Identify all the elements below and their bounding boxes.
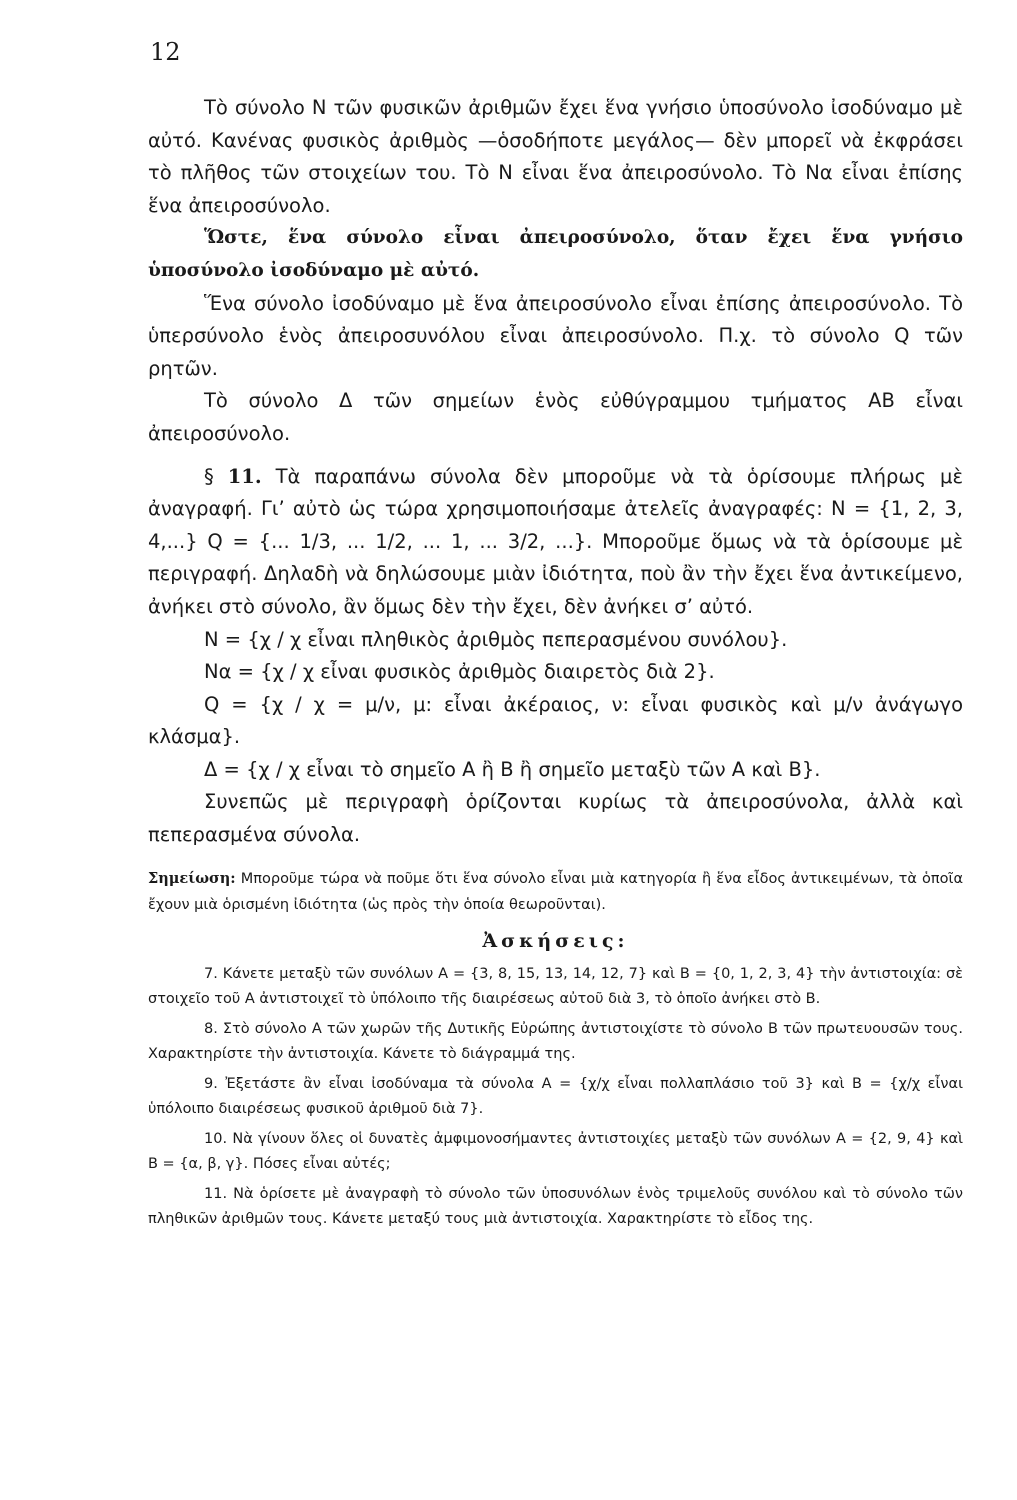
exercise-10: 10. Νὰ γίνουν ὅλες οἱ δυνατὲς ἀμφιμονοσήμαντες ἀντιστοιχίες μεταξὺ τῶν συνόλων A = {2, 9, 4} καὶ B = {α, β, γ}. Πόσες εἶναι αὐτές;	[148, 1130, 963, 1173]
section-11	[148, 461, 963, 624]
paragraph-infinite-naturals: Τὸ σύνολο N τῶν φυσικῶν ἀριθμῶν ἔχει ἕνα γνήσιο ὑποσύνολο ἰσοδύναμο μὲ αὐτό. Κανένας φυσικὸς ἀριθμὸς —ὁσοδήποτε μεγάλος— δὲν μπορεῖ νὰ ἐκφράσει τὸ πλῆθος τῶν στοιχείων του. Τὸ N εἶναι ἕνα ἀπειροσύνολο. Τὸ Nα εἶναι ἐπίσης ἕνα ἀπειροσύνολο.	[148, 96, 963, 217]
paragraph-segment-points: Τὸ σύνολο Δ τῶν σημείων ἑνὸς εὐθύγραμμου τμήματος AB εἶναι ἀπειροσύνολο.	[148, 389, 963, 445]
section-symbol: §	[204, 464, 214, 488]
paragraph-equivalent-sets: Ἕνα σύνολο ἰσοδύναμο μὲ ἕνα ἀπειροσύνολο εἶναι ἐπίσης ἀπειροσύνολο. Τὸ ὑπερσύνολο ἑνὸς ἀπειροσυνόλου εἶναι ἀπειροσύνολο. Π.χ. τὸ σύνολο Q τῶν ρητῶν.	[148, 291, 963, 380]
note	[148, 866, 963, 918]
exercises-title: Ἀσκήσεις:	[482, 929, 629, 952]
definition-N-alpha: Nα = {χ / χ εἶναι φυσικὸς ἀριθμὸς διαιρετὸς διὰ 2}.	[204, 660, 715, 684]
exercise-8: 8. Στὸ σύνολο A τῶν χωρῶν τῆς Δυτικῆς Εὐρώπης ἀντιστοιχίστε τὸ σύνολο B τῶν πρωτευουσῶν τους. Χαρακτηρίστε τὴν ἀντιστοιχία. Κάνετε τὸ διάγραμμά της.	[148, 1020, 963, 1063]
page-body	[148, 92, 963, 1237]
definition-Q: Q = {χ / χ = μ/ν, μ: εἶναι ἀκέραιος, ν: εἶναι φυσικὸς καὶ μ/ν ἀνάγωγο κλάσμα}.	[148, 692, 963, 749]
page-number: 12	[150, 38, 181, 66]
definition-Delta: Δ = {χ / χ εἶναι τὸ σημεῖο A ἢ B ἢ σημεῖο μεταξὺ τῶν A καὶ B}.	[204, 757, 821, 781]
note-label: Σημείωση:	[148, 869, 236, 887]
note-text: Μποροῦμε τώρα νὰ ποῦμε ὅτι ἕνα σύνολο εἶναι μιὰ κατηγορία ἢ ἕνα εἶδος ἀντικειμένων, τὰ ὁποῖα ἔχουν μιὰ ὁρισμένη ἰδιότητα (ὡς πρὸς τὴν ὁποία θεωροῦνται).	[148, 870, 963, 913]
definition-infinite-set: Ὥστε, ἕνα σύνολο εἶναι ἀπειροσύνολο, ὅταν ἔχει ἕνα γνήσιο ὑποσύνολο ἰσοδύναμο μὲ αὐτό.	[148, 227, 963, 281]
exercise-11: 11. Νὰ ὁρίσετε μὲ ἀναγραφὴ τὸ σύνολο τῶν ὑποσυνόλων ἑνὸς τριμελοῦς συνόλου καὶ τὸ σύνολο τῶν πληθικῶν ἀριθμῶν τους. Κάνετε μεταξύ τους μιὰ ἀντιστοιχία. Χαρακτηρίστε τὸ εἶδος της.	[148, 1185, 963, 1228]
exercise-7: 7. Κάνετε μεταξὺ τῶν συνόλων A = {3, 8, 15, 13, 14, 12, 7} καὶ B = {0, 1, 2, 3, 4} τὴν ἀντιστοιχία: σὲ στοιχεῖο τοῦ A ἀντιστοιχεῖ τὸ ὑπόλοιπο τῆς διαιρέσεως αὐτοῦ διὰ 3, τὸ ὁποῖο ἀνήκει στὸ B.	[148, 965, 963, 1008]
exercise-9: 9. Ἐξετάστε ἂν εἶναι ἰσοδύναμα τὰ σύνολα A = {χ/χ εἶναι πολλαπλάσιο τοῦ 3} καὶ B = {χ/χ εἶναι ὑπόλοιπο διαιρέσεως φυσικοῦ ἀριθμοῦ διὰ 7}.	[148, 1075, 963, 1118]
section-text: Τὰ παραπάνω σύνολα δὲν μποροῦμε νὰ τὰ ὁρίσουμε πλήρως μὲ ἀναγραφή. Γι’ αὐτὸ ὡς τώρα χρησιμοποιήσαμε ἀτελεῖς ἀναγραφές: N = {1, 2, 3, 4,...} Q = {... 1/3, ... 1/2, ... 1, ... 3/2, ...}. Μποροῦμε ὅμως νὰ τὰ ὁρίσουμε μὲ περιγραφή. Δηλαδὴ νὰ δηλώσουμε μιὰν ἰδιότητα, ποὺ ἂν τὴν ἔχει ἕνα ἀντικείμενο, ἀνήκει στὸ σύνολο, ἂν ὅμως δὲν τὴν ἔχει, δὲν ἀνήκει σ’ αὐτό.	[148, 464, 963, 618]
definition-N: N = {χ / χ εἶναι πληθικὸς ἀριθμὸς πεπερασμένου συνόλου}.	[204, 627, 788, 651]
summary-text: Συνεπῶς μὲ περιγραφὴ ὁρίζονται κυρίως τὰ ἀπειροσύνολα, ἀλλὰ καὶ πεπερασμένα σύνολα.	[148, 790, 963, 847]
section-number: 11.	[227, 464, 262, 488]
